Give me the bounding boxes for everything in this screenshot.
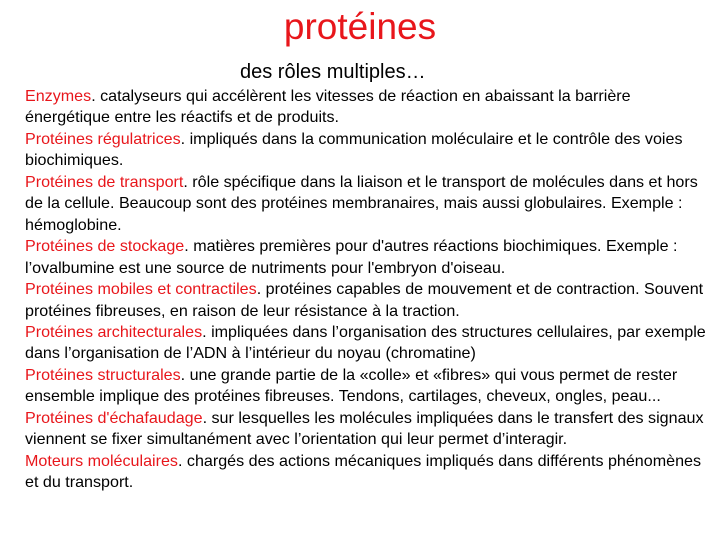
slide-title: protéines	[283, 6, 437, 47]
item-term: Protéines régulatrices	[25, 129, 181, 148]
item-term: Enzymes	[25, 87, 92, 105]
list-item-scaffold-proteins	[25, 408, 717, 451]
list-item-architectural-proteins	[25, 322, 717, 365]
list-item-transport-proteins	[25, 172, 717, 236]
item-term: Moteurs moléculaires	[25, 451, 178, 470]
list-item-regulatory-proteins	[25, 129, 717, 172]
list-item-structural-proteins	[25, 365, 717, 408]
item-description: . impliquées dans l’organisation des structures cellulaires, par exemple dans l’organisation de l’ADN à l’intérieur du noyau (chromatine)	[25, 322, 706, 363]
protein-roles-list	[25, 86, 717, 494]
item-term: Protéines de transport	[25, 172, 184, 191]
item-description: . rôle spécifique dans la liaison et le transport de molécules dans et hors de la cellule. Beaucoup sont des protéines membranaires, mais aussi globulaires. Exemple : hémoglobine.	[25, 172, 698, 234]
item-description: . catalyseurs qui accélèrent les vitesses de réaction en abaissant la barrière énergétique entre les réactifs et de produits.	[25, 87, 631, 127]
list-item-enzymes	[25, 86, 717, 129]
item-description: . protéines capables de mouvement et de contraction. Souvent protéines fibreuses, en raison de leur résistance à la traction.	[25, 280, 704, 320]
item-description: . une grande partie de la «colle» et «fibres» qui vous permet de rester ensemble implique des protéines fibreuses. Tendons, cartilages, cheveux, ongles, peau...	[25, 365, 678, 406]
item-description: . matières premières pour d'autres réactions biochimiques. Exemple : l’ovalbumine est une source de nutriments pour l'embryon d'oiseau.	[25, 237, 678, 277]
item-description: . sur lesquelles les molécules impliquées dans le transfert des signaux viennent se fixer simultanément avec l’orientation qui leur permet d’interagir.	[25, 408, 704, 449]
list-item-storage-proteins	[25, 236, 717, 279]
item-term: Protéines de stockage	[25, 237, 185, 256]
item-term: Protéines d'échafaudage	[25, 408, 203, 427]
list-item-molecular-motors	[25, 451, 717, 494]
item-term: Protéines mobiles et contractiles	[25, 280, 257, 299]
slide-subtitle: des rôles multiples…	[240, 61, 426, 83]
item-description: . chargés des actions mécaniques impliqués dans différents phénomènes et du transport.	[25, 451, 702, 492]
item-term: Protéines structurales	[25, 365, 181, 384]
item-term: Protéines architecturales	[25, 322, 203, 341]
item-description: . impliqués dans la communication moléculaire et le contrôle des voies biochimiques.	[25, 129, 683, 170]
list-item-motile-contractile-proteins	[25, 279, 717, 322]
